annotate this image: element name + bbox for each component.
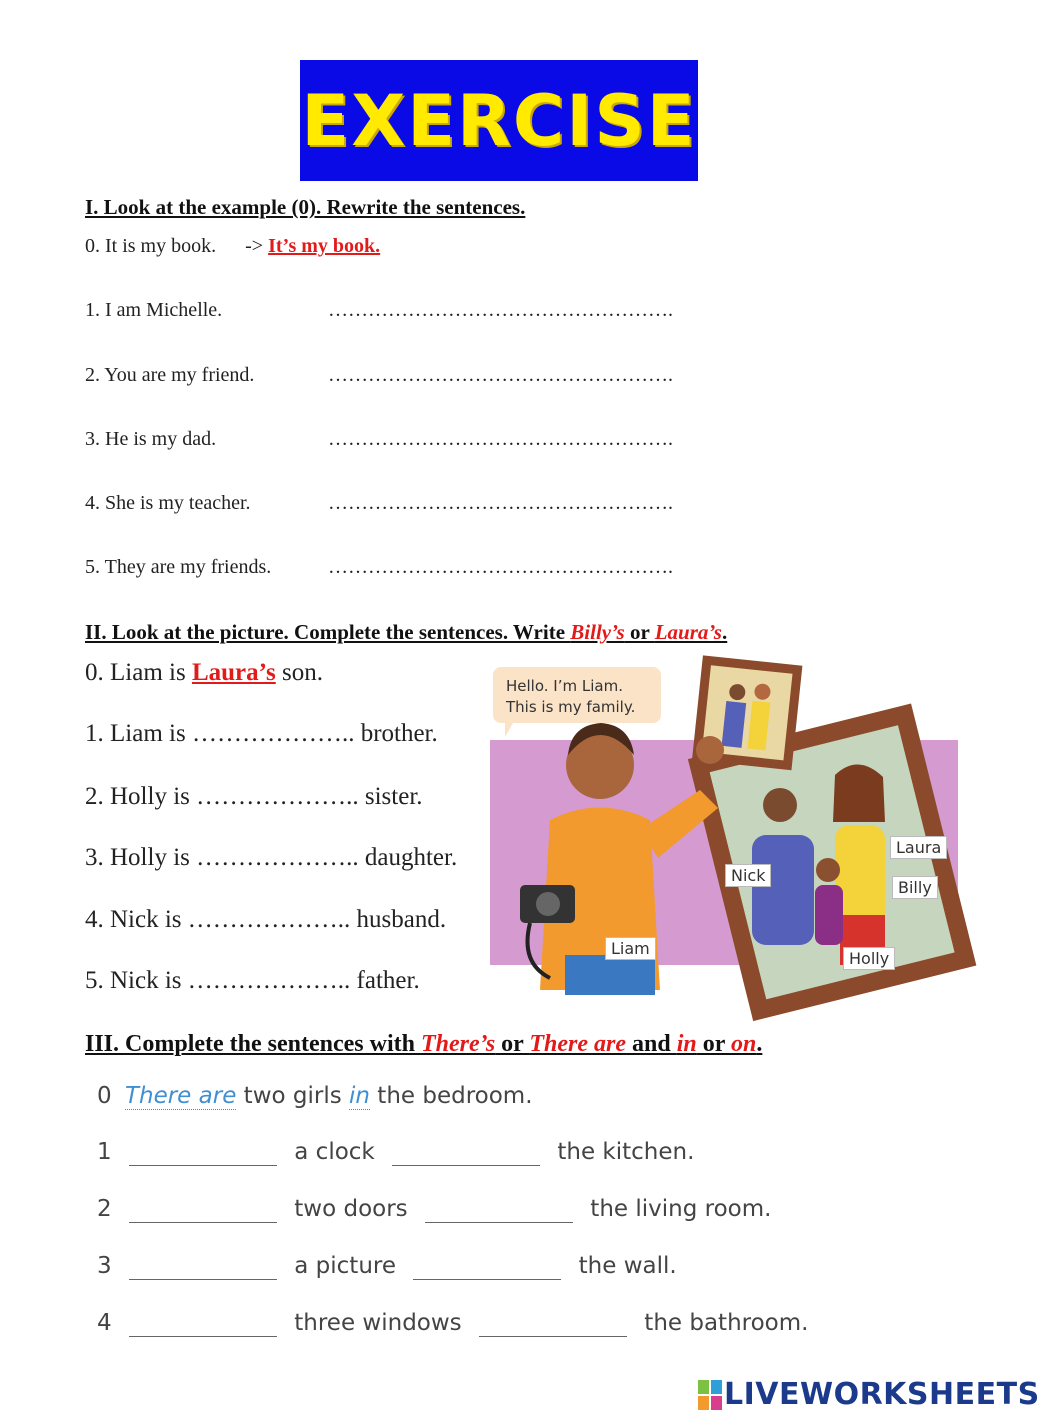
item-pre: 2. Holly is [85, 783, 197, 810]
rewrite-blank-5[interactable]: ……………………………………………. [328, 556, 673, 578]
section3-heading-text: III. Complete the sentences with [85, 1031, 421, 1057]
heading-and: and [626, 1031, 677, 1057]
label-liam: Liam [605, 937, 656, 960]
item-mid: a picture [294, 1253, 397, 1279]
example-mid: two girls [236, 1083, 350, 1109]
fill-blank-3b[interactable] [413, 1253, 561, 1280]
item-number: 2 [97, 1196, 112, 1222]
item-mid: two doors [294, 1196, 408, 1222]
page-title: EXERCISE [301, 79, 697, 162]
heading-end: . [756, 1031, 763, 1057]
liveworksheets-logo [698, 1377, 1040, 1412]
item-pre: 5. Nick is [85, 967, 188, 994]
rewrite-item-5: 5. They are my friends. [85, 556, 272, 578]
rewrite-blank-2[interactable]: ……………………………………………. [328, 364, 673, 386]
option-lauras: Laura’s [654, 620, 722, 644]
speech-bubble [506, 676, 635, 718]
option-billys: Billy’s [570, 620, 625, 644]
item-post: daughter. [358, 844, 458, 871]
item-end: the bathroom. [644, 1310, 809, 1336]
item-number: 3 [97, 1253, 112, 1279]
possessive-blank-5[interactable]: ……………….. [187, 967, 351, 994]
possessive-item-1 [85, 720, 438, 748]
item-mid: three windows [294, 1310, 462, 1336]
section3-example [97, 1083, 533, 1109]
rewrite-blank-1[interactable]: ……………………………………………. [328, 299, 673, 321]
item-number: 1 [97, 1139, 112, 1165]
example-post: son. [275, 659, 323, 686]
fill-item-1 [97, 1139, 694, 1166]
heading-or: or [696, 1031, 731, 1057]
example-answer-lauras: Laura’s [191, 659, 276, 686]
item-pre: 1. Liam is [85, 720, 192, 747]
rewrite-blank-4[interactable]: ……………………………………………. [328, 492, 673, 514]
label-holly: Holly [843, 947, 895, 970]
example-prompt: 0. It is my book. [85, 235, 217, 257]
item-pre: 3. Holly is [85, 844, 197, 871]
heading-or: or [624, 620, 655, 644]
example-end: the bedroom. [369, 1083, 533, 1109]
item-post: husband. [350, 906, 447, 933]
possessive-blank-3[interactable]: ……………….. [196, 844, 359, 871]
item-pre: 4. Nick is [85, 906, 188, 933]
item-post: brother. [354, 720, 438, 747]
example-answer-in: in [349, 1083, 370, 1109]
item-mid: a clock [294, 1139, 375, 1165]
heading-end: . [721, 620, 728, 644]
option-theres: There’s [420, 1031, 496, 1057]
possessive-item-3 [85, 844, 457, 872]
rewrite-blank-3[interactable]: ……………………………………………. [328, 428, 673, 450]
option-there-are: There are [529, 1031, 627, 1057]
item-end: the living room. [590, 1196, 772, 1222]
example-pre: 0. Liam is [85, 659, 192, 686]
item-post: sister. [358, 783, 423, 810]
rewrite-item-3: 3. He is my dad. [85, 428, 217, 450]
possessive-blank-2[interactable]: ……………….. [196, 783, 359, 810]
section1-heading: I. Look at the example (0). Rewrite the sentences. [85, 195, 526, 219]
possessive-item-5 [85, 967, 420, 995]
label-laura: Laura [890, 836, 947, 859]
speech-line-1: Hello. I’m Liam. [506, 677, 623, 695]
option-on: on [730, 1031, 757, 1057]
family-picture [490, 655, 980, 1010]
title-banner [300, 60, 698, 181]
item-number: 4 [97, 1310, 112, 1336]
fill-item-4 [97, 1310, 808, 1337]
example-answer-there-are: There are [124, 1083, 237, 1109]
fill-blank-4a[interactable] [129, 1310, 277, 1337]
section2-heading-text: II. Look at the picture. Complete the sentences. Write [85, 620, 571, 644]
liveworksheets-icon [698, 1380, 722, 1410]
item-end: the wall. [578, 1253, 677, 1279]
fill-blank-3a[interactable] [129, 1253, 277, 1280]
brand-name: LIVEWORKSHEETS [724, 1377, 1040, 1412]
section1-example [85, 235, 380, 258]
rewrite-item-4: 4. She is my teacher. [85, 492, 251, 514]
example-answer: It’s my book. [268, 235, 381, 257]
possessive-item-4 [85, 906, 446, 934]
option-in: in [676, 1031, 697, 1057]
fill-blank-2a[interactable] [129, 1196, 277, 1223]
rewrite-item-2: 2. You are my friend. [85, 364, 255, 386]
section3-heading [85, 1031, 762, 1058]
label-nick: Nick [725, 864, 771, 887]
fill-blank-2b[interactable] [425, 1196, 573, 1223]
possessive-item-2 [85, 783, 423, 811]
fill-blank-1a[interactable] [129, 1139, 277, 1166]
item-end: the kitchen. [557, 1139, 695, 1165]
example-arrow: -> [245, 235, 264, 257]
fill-blank-1b[interactable] [392, 1139, 540, 1166]
possessive-blank-1[interactable]: ……………….. [191, 720, 355, 747]
rewrite-item-1: 1. I am Michelle. [85, 299, 223, 321]
fill-item-3 [97, 1253, 677, 1280]
fill-blank-4b[interactable] [479, 1310, 627, 1337]
fill-item-2 [97, 1196, 771, 1223]
section2-example [85, 659, 323, 687]
speech-line-2: This is my family. [506, 698, 636, 716]
possessive-blank-4[interactable]: ……………….. [187, 906, 351, 933]
item-number: 0 [97, 1083, 112, 1109]
heading-or: or [495, 1031, 530, 1057]
section2-heading [85, 620, 727, 645]
item-post: father. [350, 967, 420, 994]
label-billy: Billy [892, 876, 938, 899]
